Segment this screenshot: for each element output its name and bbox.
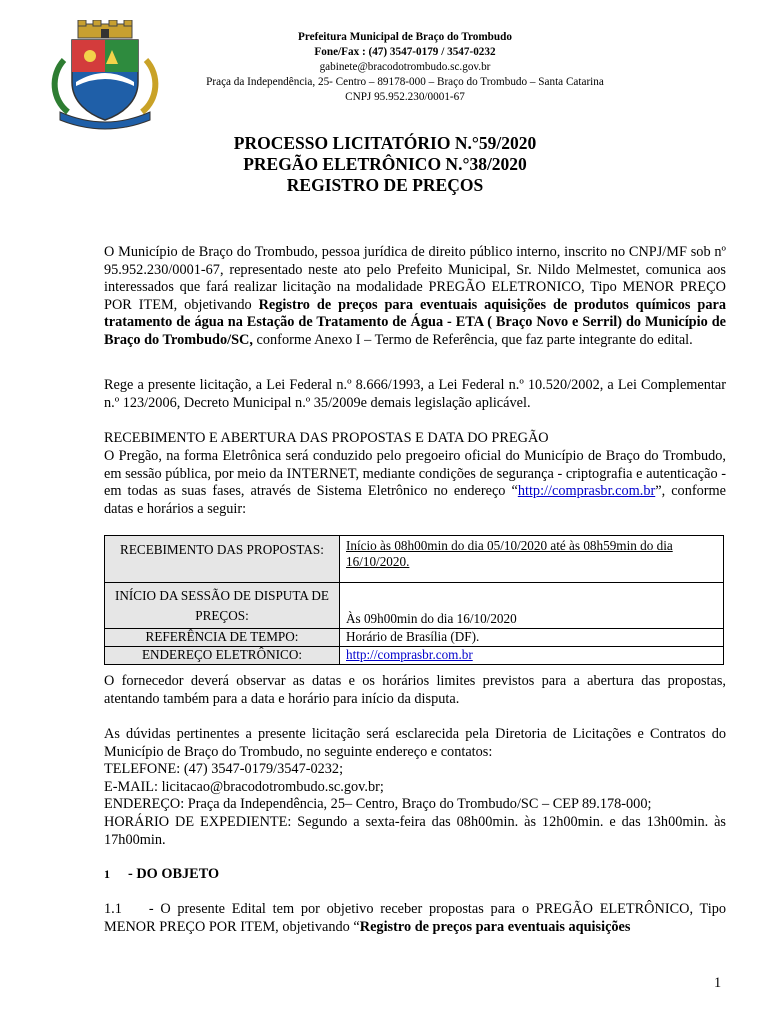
- recebimento-text-1: O Pregão, na forma Eletrônica será conduzido pelo pregoeiro oficial do Município de Braço do Trombudo, em sessão pública, por meio da INTERNET, mediante condições de segurança - criptografia e autenticação - em todas as suas fases, através de Sistema Eletrônico no endereço “: [104, 448, 726, 500]
- intro-object-bold: Registro de preços para eventuais aquisições de produtos químicos para tratamento de água na Estação de Tratamento de Água - ETA ( Braço Novo e Serril) do Município de Braço do Trombudo/SC,: [104, 296, 726, 348]
- item-1-1-text: 1.1 - O presente Edital tem por objetivo receber propostas para o PREGÃO ELETRÔNICO, Tipo MENOR PREÇO POR ITEM, objetivando “: [104, 901, 730, 935]
- contact-horario: HORÁRIO DE EXPEDIENTE: Segundo a sexta-feira das 08h00min. às 12h00min. e das 13h00min. às 17h00min.: [104, 813, 726, 848]
- schedule-table: [104, 535, 724, 665]
- schedule-value-endereco-cell: [340, 647, 724, 665]
- recebimento-heading: RECEBIMENTO E ABERTURA DAS PROPOSTAS E DATA DO PREGÃO: [104, 430, 549, 446]
- contact-endereco: ENDEREÇO: Praça da Independência, 25– Centro, Braço do Trombudo/SC – CEP 89.178-000;: [104, 796, 652, 813]
- title-processo: PROCESSO LICITATÓRIO N.°59/2020: [233, 133, 537, 153]
- section-heading-objeto: [104, 866, 219, 883]
- recebimento-text-2: ”, conforme datas e horários a seguir:: [104, 483, 726, 517]
- header-email: gabinete@bracodotrombudo.sc.gov.br: [319, 61, 491, 73]
- contact-telefone: TELEFONE: (47) 3547-0179/3547-0232;: [104, 761, 344, 778]
- contact-email: E-MAIL: licitacao@bracodotrombudo.sc.gov.br;: [104, 778, 384, 795]
- legislation-paragraph: Rege a presente licitação, a Lei Federal n.º 8.666/1993, a Lei Federal n.º 10.520/2002, a Lei Complementar n.º 123/2006, Decreto Municipal n.º 35/2009e demais legislação aplicável.: [104, 377, 726, 411]
- contacts-block: [104, 726, 726, 849]
- schedule-label-endereco: ENDEREÇO ELETRÔNICO:: [105, 647, 340, 665]
- document-title: [100, 133, 670, 196]
- table-row: [105, 583, 724, 629]
- municipal-crest-logo: [46, 20, 164, 130]
- item-1-1-bold: Registro de preços para eventuais aquisições: [359, 918, 631, 935]
- title-pregao: PREGÃO ELETRÔNICO N.°38/2020: [243, 154, 527, 174]
- intro-paragraph: [104, 244, 726, 350]
- schedule-label-referencia: REFERÊNCIA DE TEMPO:: [105, 629, 340, 647]
- item-1-1-paragraph: [104, 901, 730, 936]
- schedule-value-recebimento: Início às 08h00min do dia 05/10/2020 até às 08h59min do dia 16/10/2020.: [340, 536, 724, 583]
- comprasbr-link[interactable]: http://comprasbr.com.br: [517, 483, 656, 500]
- schedule-link[interactable]: http://comprasbr.com.br: [346, 647, 473, 662]
- header-address: Praça da Independência, 25- Centro – 89178-000 – Braço do Trombudo – Santa Catarina: [206, 76, 604, 88]
- schedule-label-recebimento: RECEBIMENTO DAS PROPOSTAS:: [105, 536, 340, 583]
- intro-text-1: O Município de Braço do Trombudo, pessoa jurídica de direito público interno, inscrito no CNPJ/MF sob nº 95.952.230/0001-67, representado neste ato pelo Prefeito Municipal, Sr. Nildo Melmestet, comunica aos interessados que fará realizar licitação na modalidade PREGÃO ELETRONICO, Tipo MENOR PREÇO POR ITEM, objetivando: [104, 244, 726, 313]
- section-number: 1: [104, 867, 110, 881]
- table-row: [105, 536, 724, 583]
- duvidas-text: As dúvidas pertinentes a presente licitação será esclarecida pela Diretoria de Licitações e Contratos do Município de Braço do Trombudo, no seguinte endereço e contatos:: [104, 726, 726, 760]
- section-title: - DO OBJETO: [128, 866, 220, 882]
- schedule-value-inicio: Às 09h00min do dia 16/10/2020: [340, 583, 724, 629]
- header-cnpj: CNPJ 95.952.230/0001-67: [345, 91, 465, 103]
- table-row: [105, 629, 724, 647]
- schedule-value-referencia: Horário de Brasília (DF).: [340, 629, 724, 647]
- letterhead: [170, 30, 640, 105]
- title-registro: REGISTRO DE PREÇOS: [286, 175, 484, 195]
- header-municipality: Prefeitura Municipal de Braço do Trombudo: [298, 31, 512, 43]
- recebimento-paragraph: [104, 448, 726, 518]
- page-number: 1: [714, 975, 722, 991]
- table-row: [105, 647, 724, 665]
- header-phone: Fone/Fax : (47) 3547-0179 / 3547-0232: [314, 46, 496, 58]
- fornecedor-paragraph: O fornecedor deverá observar as datas e os horários limites previstos para a abertura das propostas, atentando também para a data e horário para início da disputa.: [104, 673, 726, 707]
- schedule-label-inicio: INÍCIO DA SESSÃO DE DISPUTA DE PREÇOS:: [105, 583, 340, 629]
- intro-text-2: conforme Anexo I – Termo de Referência, que faz parte integrante do edital.: [252, 331, 693, 348]
